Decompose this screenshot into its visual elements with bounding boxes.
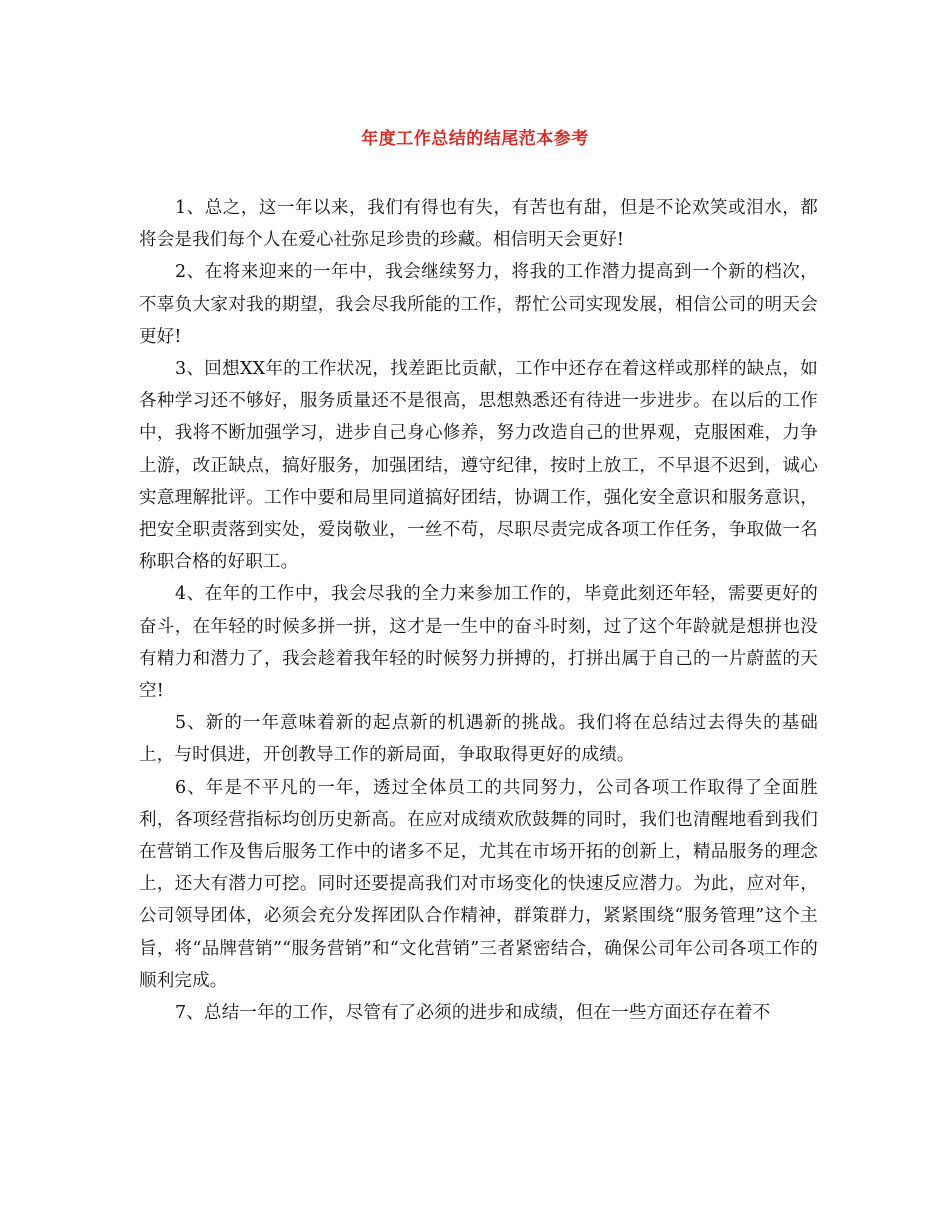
paragraph-1: 1、总之，这一年以来，我们有得也有失，有苦也有甜，但是不论欢笑或泪水，都将会是我们每个人在爱心社弥足珍贵的珍藏。相信明天会更好! [139, 198, 818, 251]
paragraph-7: 7、总结一年的工作，尽管有了必须的进步和成绩，但在一些方面还存在着不 [175, 1003, 771, 1024]
paragraph-2: 2、在将来迎来的一年中，我会继续努力，将我的工作潜力提高到一个新的档次，不辜负大家对我的期望，我会尽我所能的工作，帮忙公司实现发展，相信公司的明天会更好! [139, 262, 818, 347]
paragraph-4: 4、在年的工作中，我会尽我的全力来参加工作的，毕竟此刻还年轻，需要更好的奋斗，在年轻的时候多拼一拼，这才是一生中的奋斗时刻，过了这个年龄就是想拼也没有精力和潜力了，我会趁着我年轻的时候努力拼搏的，打拼出属于自己的一片蔚蓝的天空! [139, 584, 818, 702]
paragraph-6: 6、年是不平凡的一年，透过全体员工的共同努力，公司各项工作取得了全面胜利，各项经营指标均创历史新高。在应对成绩欢欣鼓舞的同时，我们也清醒地看到我们在营销工作及售后服务工作中的诸多不足，尤其在市场开拓的创新上，精品服务的理念上，还大有潜力可挖。同时还要提高我们对市场变化的快速反应潜力。为此，应对年，公司领导团体，必须会充分发挥团队合作精神，群策群力，紧紧围绕“服务管理”这个主旨，将“品牌营销”“服务营销”和“文化营销”三者紧密结合，确保公司年公司各项工作的顺利完成。 [139, 777, 818, 991]
paragraph-5: 5、新的一年意味着新的起点新的机遇新的挑战。我们将在总结过去得失的基础上，与时俱进，开创教导工作的新局面，争取取得更好的成绩。 [139, 713, 818, 766]
paragraph-3: 3、回想XX年的工作状况，找差距比贡献，工作中还存在着这样或那样的缺点，如各种学习还不够好，服务质量还不是很高，思想熟悉还有待进一步进步。在以后的工作中，我将不断加强学习，进步自己身心修养，努力改造自己的世界观，克服困难，力争上游，改正缺点，搞好服务，加强团结，遵守纪律，按时上放工，不早退不迟到，诚心实意理解批评。工作中要和局里同道搞好团结，协调工作，强化安全意识和服务意识，把安全职责落到实处，爱岗敬业，一丝不苟，尽职尽责完成各项工作任务，争取做一名称职合格的好职工。 [139, 359, 818, 573]
document-title: 年度工作总结的结尾范本参考 [361, 129, 589, 149]
document-body [139, 192, 818, 1029]
